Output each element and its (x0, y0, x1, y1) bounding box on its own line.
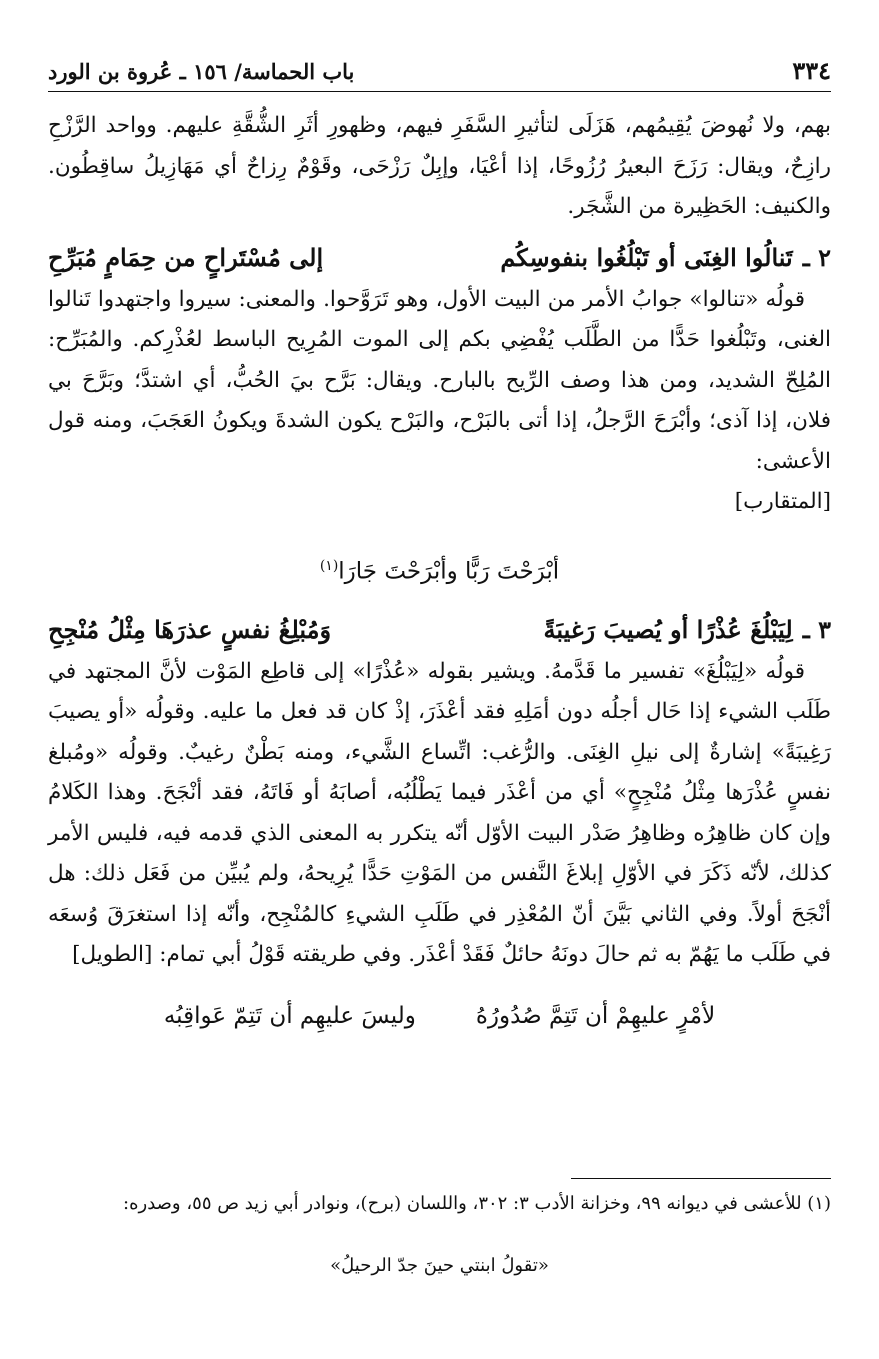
verse-second-hemistich: وليسَ عليهِم أن تَتِمّ عَواقِبُه (163, 1002, 416, 1029)
verse-number: ٣ ـ (802, 614, 831, 644)
commentary-paragraph-1: بهم، ولا نُهوضَ يُقِيمُهم، هَزَلَى لتأثيرِ السَّفَرِ فيهم، وظهورِ أثَرِ الشُّقَّةِ عليهم. وواحد الرَّزْحِ رازِحٌ، ويقال: رَزَحَ البعيرُ رُزُوحًا، إذا أعْيَا، وإبِلٌ رَزْحَى، وقَوْمٌ رِزاحٌ أي مَهَازِيلُ ساقِطُون. والكنيف: الحَظِيرة من الشَّجَر. (48, 113, 831, 219)
verse-first-hemistich: لأمْرٍ عليهِمْ أن تَتِمَّ صُدُورُهُ (475, 1002, 716, 1029)
commentary-paragraph-3 (48, 652, 831, 976)
footnote-reference: (١) (319, 558, 339, 574)
running-header (48, 56, 831, 92)
verse-second-hemistich: وَمُبْلِغُ نفسٍ عذرَهَا مِثْلُ مُنْجِحِ (48, 614, 332, 644)
quoted-verse-asha (48, 546, 831, 592)
verse-first-hemistich: تَنالُوا الغِنَى أو تَبْلُغُوا بنفوسِكُم (500, 242, 793, 272)
footnote: (١) للأعشى في ديوانه ٩٩، وخزانة الأدب ٣: ٣٠٢، واللسان (برح)، ونوادر أبي زيد ص ٥٥، وصدره: (123, 1193, 831, 1214)
meter-label: [المتقارب] (734, 489, 831, 514)
quoted-verse-abu-tammam (48, 994, 831, 1038)
verse-second-hemistich: إلى مُسْتَراحٍ من حِمَامٍ مُبَرِّحِ (48, 242, 324, 272)
page-number: ٣٣٤ (792, 56, 831, 85)
verse-3 (48, 608, 831, 652)
verse-number: ٢ ـ (802, 242, 831, 272)
footnote-separator (571, 1178, 831, 1179)
meter-label: [الطويل] (72, 942, 153, 968)
verse-2 (48, 236, 831, 280)
running-title: باب الحماسة/ ١٥٦ ـ عُروة بن الورد (48, 59, 355, 84)
quoted-verse-text: أبْرَحْتَ رَبًّا وأبْرَحْتَ جَارَا (338, 558, 560, 585)
verse-first-hemistich: لِيَبْلُغَ عُذْرًا أو يُصيبَ رَغيبَةً (543, 614, 793, 644)
commentary-text: قولُه «لِيَبْلُغَ» تفسير ما قَدَّمهُ. ويشير بقوله «عُذْرًا» إلى قاطِع المَوْت لأنَّ المجتهد في طَلَب الشيء إذا حَال أجلُه دون أمَلِهِ فقد أعْذَرَ، إذْ كان قد فعل ما عليه. وقولُه «أو يصيبَ رَغِيبَةً» إشارةٌ إلى نيلِ الغِنَى. والرُّغب: اتِّساع الشَّيء، ومنه بَطْنٌ رغيبٌ. وقولُه «ومُبلغ نفسٍ عُذْرَها مِثْلُ مُنْجِحٍ» أي من أعْذَر فيما يَطْلُبُه، أصابَهُ أو فَاتَهُ، فقد أنْجَحَ. وهذا الكَلامُ وإن كان ظاهِرُه وظاهِرُ صَدْر البيت الأوّل أنّه يتكرر به المعنى الذي قدمه فيه، فليس الأمر كذلك، لأنّه ذَكَرَ في الأوّلِ إبلاغَ النَّفس من المَوْتِ حَدًّا يُرِيحهُ، ولم يُبيِّن من فَعَل ذلك: هل أنْجَحَ أولاً. وفي الثاني بَيَّنَ أنّ المُعْذِر في طَلَبِ الشيءِ كالمُنْجِح، وأنّه إذا استغرَقَ وُسعَه في طَلَب ما يَهُمّ به ثم حالَ دونَهُ حائلٌ فَقَدْ أعْذَر. وفي طريقته قَوْلُ أبي تمام: (48, 658, 831, 968)
footnote-verse: «تقولُ ابنتي حينَ جدّ الرحيلُ» (330, 1255, 549, 1276)
book-page (48, 56, 831, 1359)
commentary-paragraph-2: قولُه «تنالوا» جوابُ الأمر من البيت الأول، وهو تَرَوَّحوا. والمعنى: سيروا واجتهدوا تَنالوا الغنى، وتَبْلُغوا حَدًّا من الطَّلَب يُفْضِي بكم إلى الموت المُرِيح الباسط لعُذْرِكم. والمُبَرِّح: المُلِحّ الشديد، ومن هذا وصف الرِّيح بالبارح. ويقال: بَرَّح بيَ الحُبُّ، أي اشتدَّ؛ وبَرَّحَ بي فلان، إذا آذى؛ وأبْرَحَ الرَّجلُ، إذا أتى بالبَرْح، والبَرْح يكون الشدةَ ويكونُ العَجَبَ، ومنه قول الأعشى: (48, 286, 831, 474)
